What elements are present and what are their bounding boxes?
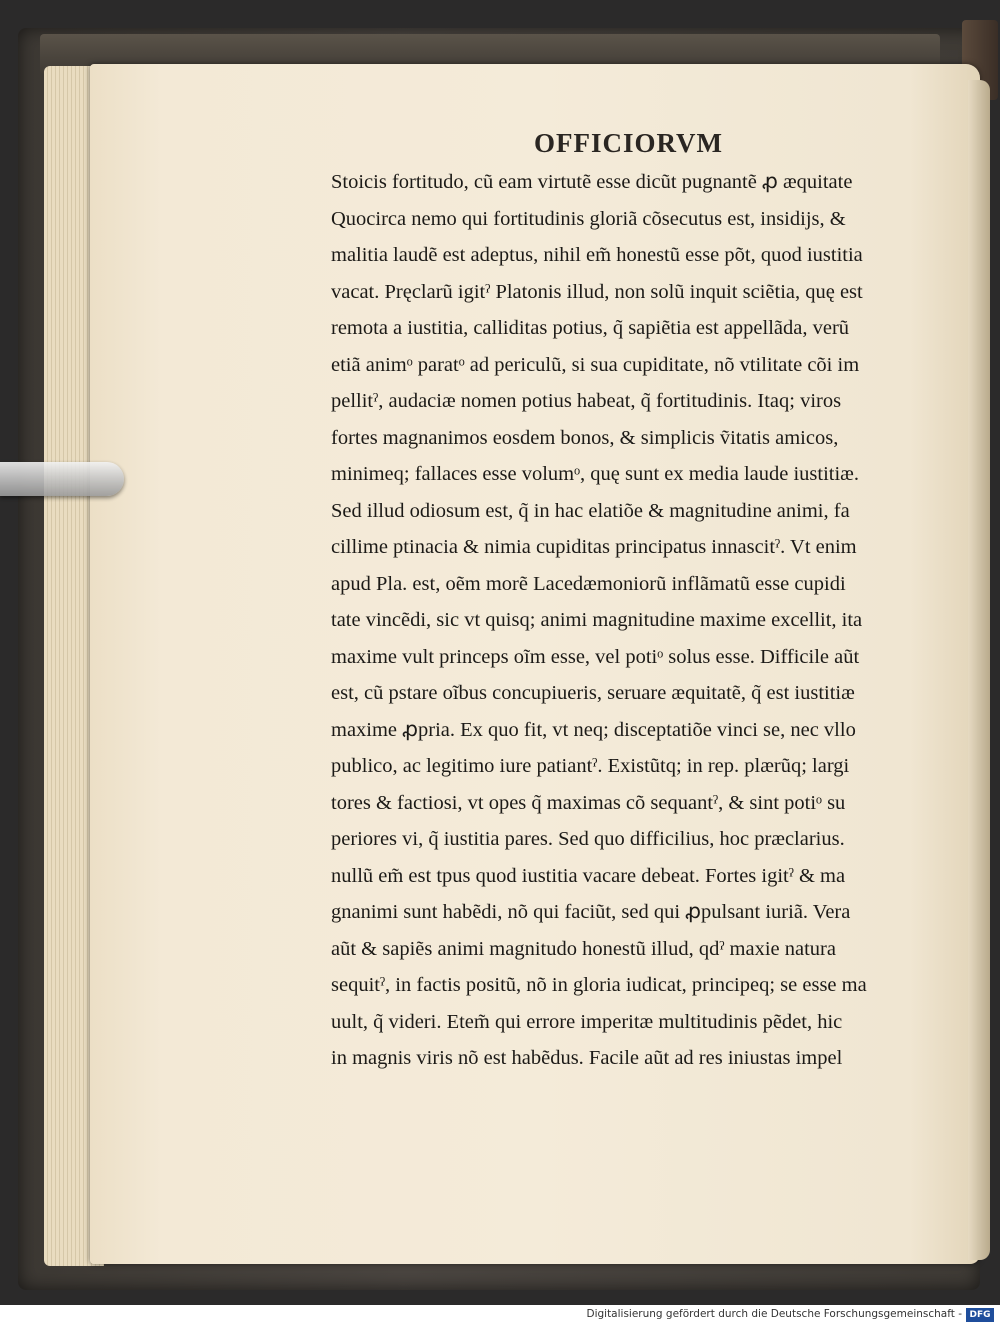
text-line: maxime vult princeps oĩm esse, vel potiᵒ solus esse. Difficile aũt: [331, 645, 860, 668]
text-line: fortes magnanimos eosdem bonos, & simplicis ṽitatis amicos,: [331, 426, 839, 449]
text-line: malitia laudẽ est adeptus, nihil em̃ honestũ esse põt, quod iustitia: [331, 244, 863, 266]
text-line: tate vincẽdi, sic vt quisq; animi magnitudine maxime excellit, ita: [331, 609, 863, 631]
page-curl: [968, 80, 990, 1260]
text-line: publico, ac legitimo iure patiantˀ. Existũtq; in rep. plærũq; largi: [331, 755, 850, 777]
text-line: Stoicis fortitudo, cũ eam virtutẽ esse dicũt pugnantẽ ꝓ æquitate: [331, 171, 853, 193]
text-line: apud Pla. est, oẽm morẽ Lacedæmoniorũ inflãmatũ esse cupidi: [331, 572, 846, 595]
text-line: periores vi, q̃ iustitia pares. Sed quo difficilius, hoc præclarius.: [331, 828, 845, 850]
dfg-logo[interactable]: DFG: [966, 1308, 994, 1322]
text-line: maxime ꝓpria. Ex quo fit, vt neq; disceptatiõe vinci se, nec vllo: [331, 718, 856, 741]
text-line: nullũ em̃ est tpus quod iustitia vacare debeat. Fortes igitˀ & ma: [331, 864, 846, 887]
text-block: [331, 164, 921, 1077]
text-line: gnanimi sunt habẽdi, nõ qui faciũt, sed qui ꝓpulsant iuriã. Vera: [331, 901, 851, 923]
text-line: Sed illud odiosum est, q̃ in hac elatiõe & magnitudine animi, fa: [331, 499, 850, 522]
text-line: tores & factiosi, vt opes q̃ maximas cõ sequantˀ, & sint potiᵒ su: [331, 791, 846, 814]
text-line: etiã animᵒ paratᵒ ad periculũ, si sua cupiditate, nõ vtilitate cõi im: [331, 353, 860, 376]
text-line: Quocirca nemo qui fortitudinis gloriã cõsecutus est, insidijs, &: [331, 207, 846, 230]
running-head: OFFICIORVM: [534, 128, 724, 158]
glass-page-holder: [0, 462, 124, 496]
text-line: sequitˀ, in factis positũ, nõ in gloria iudicat, principeq; se esse ma: [331, 974, 867, 996]
footer-credit: Digitalisierung gefördert durch die Deutsche Forschungsgemeinschaft -: [586, 1308, 962, 1320]
text-line: aũt & sapiẽs animi magnitudo honestũ illud, qdˀ maxie natura: [331, 937, 836, 960]
text-line: minimeq; fallaces esse volumᵒ, quę sunt ex media laude iustitiæ.: [331, 463, 859, 485]
text-line: uult, q̃ videri. Etem̃ qui errore imperitæ multitudinis pẽdet, hic: [331, 1010, 843, 1033]
text-line: remota a iustitia, calliditas potius, q̃ sapiẽtia est appellãda, verũ: [331, 317, 850, 339]
text-line: est, cũ pstare oĩbus concupiueris, seruare æquitatẽ, q̃ est iustitiæ: [331, 682, 855, 704]
text-line: cillime ptinacia & nimia cupiditas principatus innascitˀ. Vt enim: [331, 536, 857, 558]
text-line: vacat. Pręclarũ igitˀ Platonis illud, non solũ inquit sciẽtia, quę est: [331, 280, 863, 303]
text-line: in magnis viris nõ est habẽdus. Facile aũt ad res iniustas impel: [331, 1047, 843, 1069]
text-line: pellitˀ, audaciæ nomen potius habeat, q̃ fortitudinis. Itaq; viros: [331, 390, 842, 412]
